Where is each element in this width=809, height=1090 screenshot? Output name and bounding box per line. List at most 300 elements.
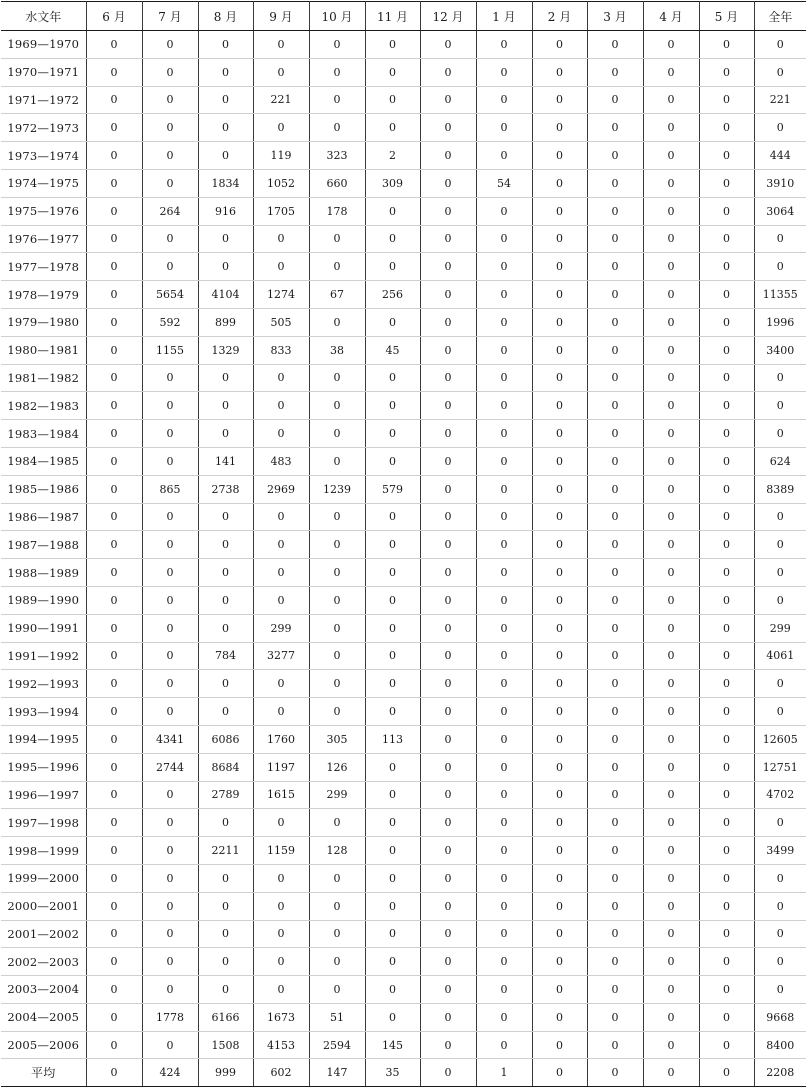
value-cell: 0 (699, 447, 754, 475)
value-cell: 0 (643, 1031, 699, 1059)
value-cell: 0 (476, 864, 532, 892)
year-cell: 1999—2000 (1, 864, 86, 892)
value-cell: 0 (476, 586, 532, 614)
year-cell: 1978—1979 (1, 281, 86, 309)
value-cell: 0 (587, 364, 643, 392)
value-cell: 0 (420, 392, 476, 420)
value-cell: 1159 (253, 837, 309, 865)
average-row (1, 1059, 806, 1087)
year-cell: 1986—1987 (1, 503, 86, 531)
value-cell: 0 (699, 142, 754, 170)
column-header-month: 10 月 (309, 2, 365, 31)
value-cell: 0 (86, 142, 142, 170)
value-cell: 0 (253, 392, 309, 420)
value-cell: 0 (142, 1031, 198, 1059)
value-cell: 0 (86, 58, 142, 86)
value-cell: 0 (86, 948, 142, 976)
table-header (1, 2, 806, 31)
total-cell: 0 (754, 670, 806, 698)
value-cell: 0 (587, 308, 643, 336)
value-cell: 0 (532, 503, 587, 531)
value-cell: 0 (420, 753, 476, 781)
value-cell: 0 (643, 725, 699, 753)
value-cell: 0 (420, 364, 476, 392)
value-cell: 0 (699, 781, 754, 809)
value-cell: 0 (86, 281, 142, 309)
value-cell: 0 (643, 336, 699, 364)
value-cell: 0 (699, 837, 754, 865)
value-cell: 0 (476, 31, 532, 59)
value-cell: 0 (309, 31, 365, 59)
value-cell: 0 (587, 253, 643, 281)
value-cell: 2211 (198, 837, 253, 865)
total-cell: 0 (754, 364, 806, 392)
value-cell: 0 (532, 169, 587, 197)
year-cell: 1982—1983 (1, 392, 86, 420)
value-cell: 0 (476, 281, 532, 309)
table-row (1, 86, 806, 114)
table-row (1, 1031, 806, 1059)
value-cell: 0 (643, 781, 699, 809)
value-cell: 0 (365, 531, 420, 559)
total-cell: 0 (754, 920, 806, 948)
value-cell: 0 (699, 725, 754, 753)
value-cell: 0 (643, 447, 699, 475)
value-cell: 305 (309, 725, 365, 753)
value-cell: 256 (365, 281, 420, 309)
value-cell: 0 (532, 142, 587, 170)
value-cell: 0 (365, 642, 420, 670)
total-cell: 0 (754, 559, 806, 587)
value-cell: 299 (309, 781, 365, 809)
total-cell: 444 (754, 142, 806, 170)
value-cell: 0 (365, 809, 420, 837)
value-cell: 0 (643, 892, 699, 920)
total-cell: 12605 (754, 725, 806, 753)
value-cell: 0 (365, 781, 420, 809)
value-cell: 299 (253, 614, 309, 642)
value-cell: 0 (643, 586, 699, 614)
value-cell: 0 (365, 1003, 420, 1031)
value-cell: 505 (253, 308, 309, 336)
value-cell: 0 (365, 308, 420, 336)
column-header-total: 全年 (754, 2, 806, 31)
value-cell: 2744 (142, 753, 198, 781)
value-cell: 1052 (253, 169, 309, 197)
value-cell: 0 (420, 725, 476, 753)
value-cell: 0 (699, 86, 754, 114)
value-cell: 0 (476, 809, 532, 837)
table-row (1, 503, 806, 531)
value-cell: 0 (587, 698, 643, 726)
value-cell: 0 (699, 1031, 754, 1059)
value-cell: 0 (365, 58, 420, 86)
value-cell: 0 (587, 725, 643, 753)
value-cell: 0 (476, 753, 532, 781)
value-cell: 0 (365, 698, 420, 726)
value-cell: 0 (587, 1059, 643, 1087)
value-cell: 0 (532, 475, 587, 503)
value-cell: 0 (699, 586, 754, 614)
value-cell: 0 (365, 864, 420, 892)
value-cell: 0 (142, 948, 198, 976)
value-cell: 0 (643, 281, 699, 309)
value-cell: 6086 (198, 725, 253, 753)
value-cell: 0 (420, 253, 476, 281)
value-cell: 1274 (253, 281, 309, 309)
value-cell: 0 (309, 948, 365, 976)
total-cell: 9668 (754, 1003, 806, 1031)
value-cell: 0 (365, 976, 420, 1004)
value-cell: 0 (86, 447, 142, 475)
year-cell: 1969—1970 (1, 31, 86, 59)
value-cell: 0 (198, 31, 253, 59)
table-row (1, 169, 806, 197)
value-cell: 51 (309, 1003, 365, 1031)
value-cell: 264 (142, 197, 198, 225)
value-cell: 0 (643, 253, 699, 281)
value-cell: 0 (643, 503, 699, 531)
total-cell: 0 (754, 864, 806, 892)
value-cell: 0 (86, 1031, 142, 1059)
value-cell: 0 (699, 1059, 754, 1087)
total-cell: 0 (754, 531, 806, 559)
total-cell: 0 (754, 698, 806, 726)
value-cell: 1615 (253, 781, 309, 809)
value-cell: 0 (532, 809, 587, 837)
value-cell: 0 (476, 892, 532, 920)
value-cell: 0 (532, 392, 587, 420)
value-cell: 0 (699, 809, 754, 837)
value-cell: 0 (699, 1003, 754, 1031)
value-cell: 0 (699, 864, 754, 892)
table-row (1, 976, 806, 1004)
value-cell: 0 (420, 559, 476, 587)
value-cell: 0 (420, 336, 476, 364)
value-cell: 0 (532, 892, 587, 920)
value-cell: 0 (142, 364, 198, 392)
value-cell: 0 (532, 725, 587, 753)
value-cell: 0 (476, 1003, 532, 1031)
value-cell: 0 (587, 1003, 643, 1031)
value-cell: 0 (476, 114, 532, 142)
total-cell: 1996 (754, 308, 806, 336)
value-cell: 0 (253, 670, 309, 698)
value-cell: 0 (532, 670, 587, 698)
value-cell: 0 (699, 670, 754, 698)
year-cell: 1979—1980 (1, 308, 86, 336)
year-cell: 1980—1981 (1, 336, 86, 364)
table-row (1, 698, 806, 726)
year-cell: 1976—1977 (1, 225, 86, 253)
value-cell: 0 (587, 642, 643, 670)
value-cell: 0 (309, 920, 365, 948)
value-cell: 0 (142, 809, 198, 837)
value-cell: 0 (198, 531, 253, 559)
value-cell: 0 (309, 86, 365, 114)
value-cell: 0 (643, 420, 699, 448)
value-cell: 0 (420, 586, 476, 614)
value-cell: 0 (86, 86, 142, 114)
value-cell: 0 (86, 670, 142, 698)
value-cell: 0 (86, 837, 142, 865)
value-cell: 0 (198, 864, 253, 892)
value-cell: 309 (365, 169, 420, 197)
value-cell: 0 (476, 503, 532, 531)
year-cell: 1994—1995 (1, 725, 86, 753)
value-cell: 0 (699, 920, 754, 948)
total-cell: 0 (754, 420, 806, 448)
value-cell: 0 (587, 920, 643, 948)
value-cell: 0 (699, 531, 754, 559)
total-cell: 2208 (754, 1059, 806, 1087)
value-cell: 0 (86, 586, 142, 614)
year-cell: 1996—1997 (1, 781, 86, 809)
value-cell: 0 (198, 392, 253, 420)
value-cell: 0 (420, 920, 476, 948)
value-cell: 865 (142, 475, 198, 503)
value-cell: 0 (86, 864, 142, 892)
value-cell: 0 (643, 837, 699, 865)
value-cell: 0 (699, 31, 754, 59)
column-header-month: 12 月 (420, 2, 476, 31)
total-cell: 221 (754, 86, 806, 114)
value-cell: 0 (420, 225, 476, 253)
value-cell: 0 (532, 225, 587, 253)
value-cell: 0 (587, 948, 643, 976)
value-cell: 0 (198, 698, 253, 726)
total-cell: 0 (754, 253, 806, 281)
total-cell: 0 (754, 31, 806, 59)
value-cell: 0 (587, 559, 643, 587)
value-cell: 0 (309, 670, 365, 698)
value-cell: 0 (253, 698, 309, 726)
table-row (1, 948, 806, 976)
value-cell: 0 (476, 976, 532, 1004)
value-cell: 0 (420, 114, 476, 142)
value-cell: 0 (309, 698, 365, 726)
value-cell: 0 (86, 698, 142, 726)
value-cell: 0 (365, 114, 420, 142)
year-cell: 1989—1990 (1, 586, 86, 614)
value-cell: 0 (699, 475, 754, 503)
value-cell: 0 (532, 1031, 587, 1059)
value-cell: 0 (309, 642, 365, 670)
table-row (1, 225, 806, 253)
value-cell: 0 (420, 614, 476, 642)
value-cell: 1705 (253, 197, 309, 225)
value-cell: 0 (420, 809, 476, 837)
value-cell: 0 (476, 420, 532, 448)
table-row (1, 197, 806, 225)
value-cell: 0 (420, 197, 476, 225)
table-row (1, 531, 806, 559)
year-cell: 1974—1975 (1, 169, 86, 197)
value-cell: 0 (699, 753, 754, 781)
value-cell: 0 (309, 420, 365, 448)
value-cell: 0 (365, 920, 420, 948)
value-cell: 0 (253, 31, 309, 59)
value-cell: 0 (142, 559, 198, 587)
value-cell: 0 (587, 586, 643, 614)
value-cell: 0 (587, 225, 643, 253)
year-cell: 1991—1992 (1, 642, 86, 670)
value-cell: 0 (476, 225, 532, 253)
table-row (1, 447, 806, 475)
value-cell: 0 (198, 614, 253, 642)
value-cell: 0 (142, 31, 198, 59)
value-cell: 0 (142, 58, 198, 86)
year-cell: 1995—1996 (1, 753, 86, 781)
value-cell: 0 (253, 864, 309, 892)
value-cell: 0 (86, 308, 142, 336)
value-cell: 1197 (253, 753, 309, 781)
year-cell: 1997—1998 (1, 809, 86, 837)
value-cell: 147 (309, 1059, 365, 1087)
value-cell: 0 (699, 197, 754, 225)
value-cell: 0 (420, 169, 476, 197)
value-cell: 0 (643, 976, 699, 1004)
value-cell: 0 (476, 920, 532, 948)
value-cell: 0 (86, 336, 142, 364)
value-cell: 0 (365, 197, 420, 225)
value-cell: 0 (365, 586, 420, 614)
value-cell: 0 (420, 837, 476, 865)
value-cell: 145 (365, 1031, 420, 1059)
value-cell: 0 (587, 753, 643, 781)
value-cell: 0 (643, 920, 699, 948)
value-cell: 0 (86, 1059, 142, 1087)
value-cell: 0 (587, 503, 643, 531)
value-cell: 0 (309, 392, 365, 420)
value-cell: 4153 (253, 1031, 309, 1059)
value-cell: 0 (643, 31, 699, 59)
value-cell: 0 (643, 392, 699, 420)
value-cell: 0 (142, 447, 198, 475)
year-cell: 1973—1974 (1, 142, 86, 170)
table-row (1, 253, 806, 281)
value-cell: 0 (142, 531, 198, 559)
value-cell: 0 (476, 837, 532, 865)
value-cell: 126 (309, 753, 365, 781)
value-cell: 2738 (198, 475, 253, 503)
value-cell: 0 (198, 948, 253, 976)
value-cell: 0 (86, 31, 142, 59)
value-cell: 0 (420, 1031, 476, 1059)
value-cell: 0 (643, 948, 699, 976)
value-cell: 0 (643, 225, 699, 253)
value-cell: 0 (476, 531, 532, 559)
value-cell: 0 (198, 809, 253, 837)
value-cell: 0 (365, 392, 420, 420)
value-cell: 0 (420, 447, 476, 475)
value-cell: 0 (420, 142, 476, 170)
table-row (1, 142, 806, 170)
value-cell: 0 (476, 670, 532, 698)
value-cell: 0 (365, 948, 420, 976)
value-cell: 0 (532, 1059, 587, 1087)
year-cell: 1977—1978 (1, 253, 86, 281)
value-cell: 0 (532, 420, 587, 448)
value-cell: 0 (309, 586, 365, 614)
value-cell: 0 (420, 86, 476, 114)
header-row (1, 2, 806, 31)
year-cell: 1984—1985 (1, 447, 86, 475)
hydrological-year-table (1, 1, 806, 1087)
value-cell: 0 (86, 197, 142, 225)
total-cell: 0 (754, 948, 806, 976)
table-row (1, 364, 806, 392)
value-cell: 660 (309, 169, 365, 197)
column-header-month: 6 月 (86, 2, 142, 31)
value-cell: 0 (587, 58, 643, 86)
value-cell: 0 (532, 447, 587, 475)
value-cell: 0 (142, 142, 198, 170)
value-cell: 0 (420, 503, 476, 531)
value-cell: 0 (420, 864, 476, 892)
value-cell: 0 (532, 86, 587, 114)
value-cell: 0 (86, 725, 142, 753)
value-cell: 0 (420, 58, 476, 86)
value-cell: 1329 (198, 336, 253, 364)
value-cell: 67 (309, 281, 365, 309)
value-cell: 0 (587, 892, 643, 920)
value-cell: 0 (643, 531, 699, 559)
value-cell: 0 (420, 892, 476, 920)
value-cell: 0 (198, 253, 253, 281)
table-row (1, 725, 806, 753)
value-cell: 916 (198, 197, 253, 225)
value-cell: 0 (643, 197, 699, 225)
value-cell: 0 (532, 58, 587, 86)
value-cell: 833 (253, 336, 309, 364)
year-cell: 1981—1982 (1, 364, 86, 392)
total-cell: 0 (754, 114, 806, 142)
value-cell: 0 (643, 364, 699, 392)
year-cell: 2001—2002 (1, 920, 86, 948)
value-cell: 0 (365, 892, 420, 920)
value-cell: 0 (587, 169, 643, 197)
value-cell: 0 (476, 698, 532, 726)
value-cell: 0 (643, 114, 699, 142)
value-cell: 0 (142, 642, 198, 670)
value-cell: 0 (198, 364, 253, 392)
value-cell: 0 (142, 837, 198, 865)
value-cell: 0 (309, 225, 365, 253)
value-cell: 0 (699, 169, 754, 197)
value-cell: 0 (699, 392, 754, 420)
value-cell: 0 (253, 503, 309, 531)
value-cell: 0 (86, 503, 142, 531)
value-cell: 0 (142, 614, 198, 642)
average-label: 平均 (1, 1059, 86, 1087)
year-cell: 2003—2004 (1, 976, 86, 1004)
value-cell: 0 (532, 114, 587, 142)
value-cell: 0 (643, 1003, 699, 1031)
value-cell: 45 (365, 336, 420, 364)
value-cell: 0 (86, 892, 142, 920)
value-cell: 0 (142, 392, 198, 420)
value-cell: 0 (198, 559, 253, 587)
value-cell: 0 (86, 809, 142, 837)
value-cell: 0 (643, 809, 699, 837)
value-cell: 0 (142, 253, 198, 281)
value-cell: 0 (86, 420, 142, 448)
value-cell: 0 (699, 253, 754, 281)
value-cell: 0 (587, 142, 643, 170)
value-cell: 0 (142, 864, 198, 892)
value-cell: 0 (142, 86, 198, 114)
